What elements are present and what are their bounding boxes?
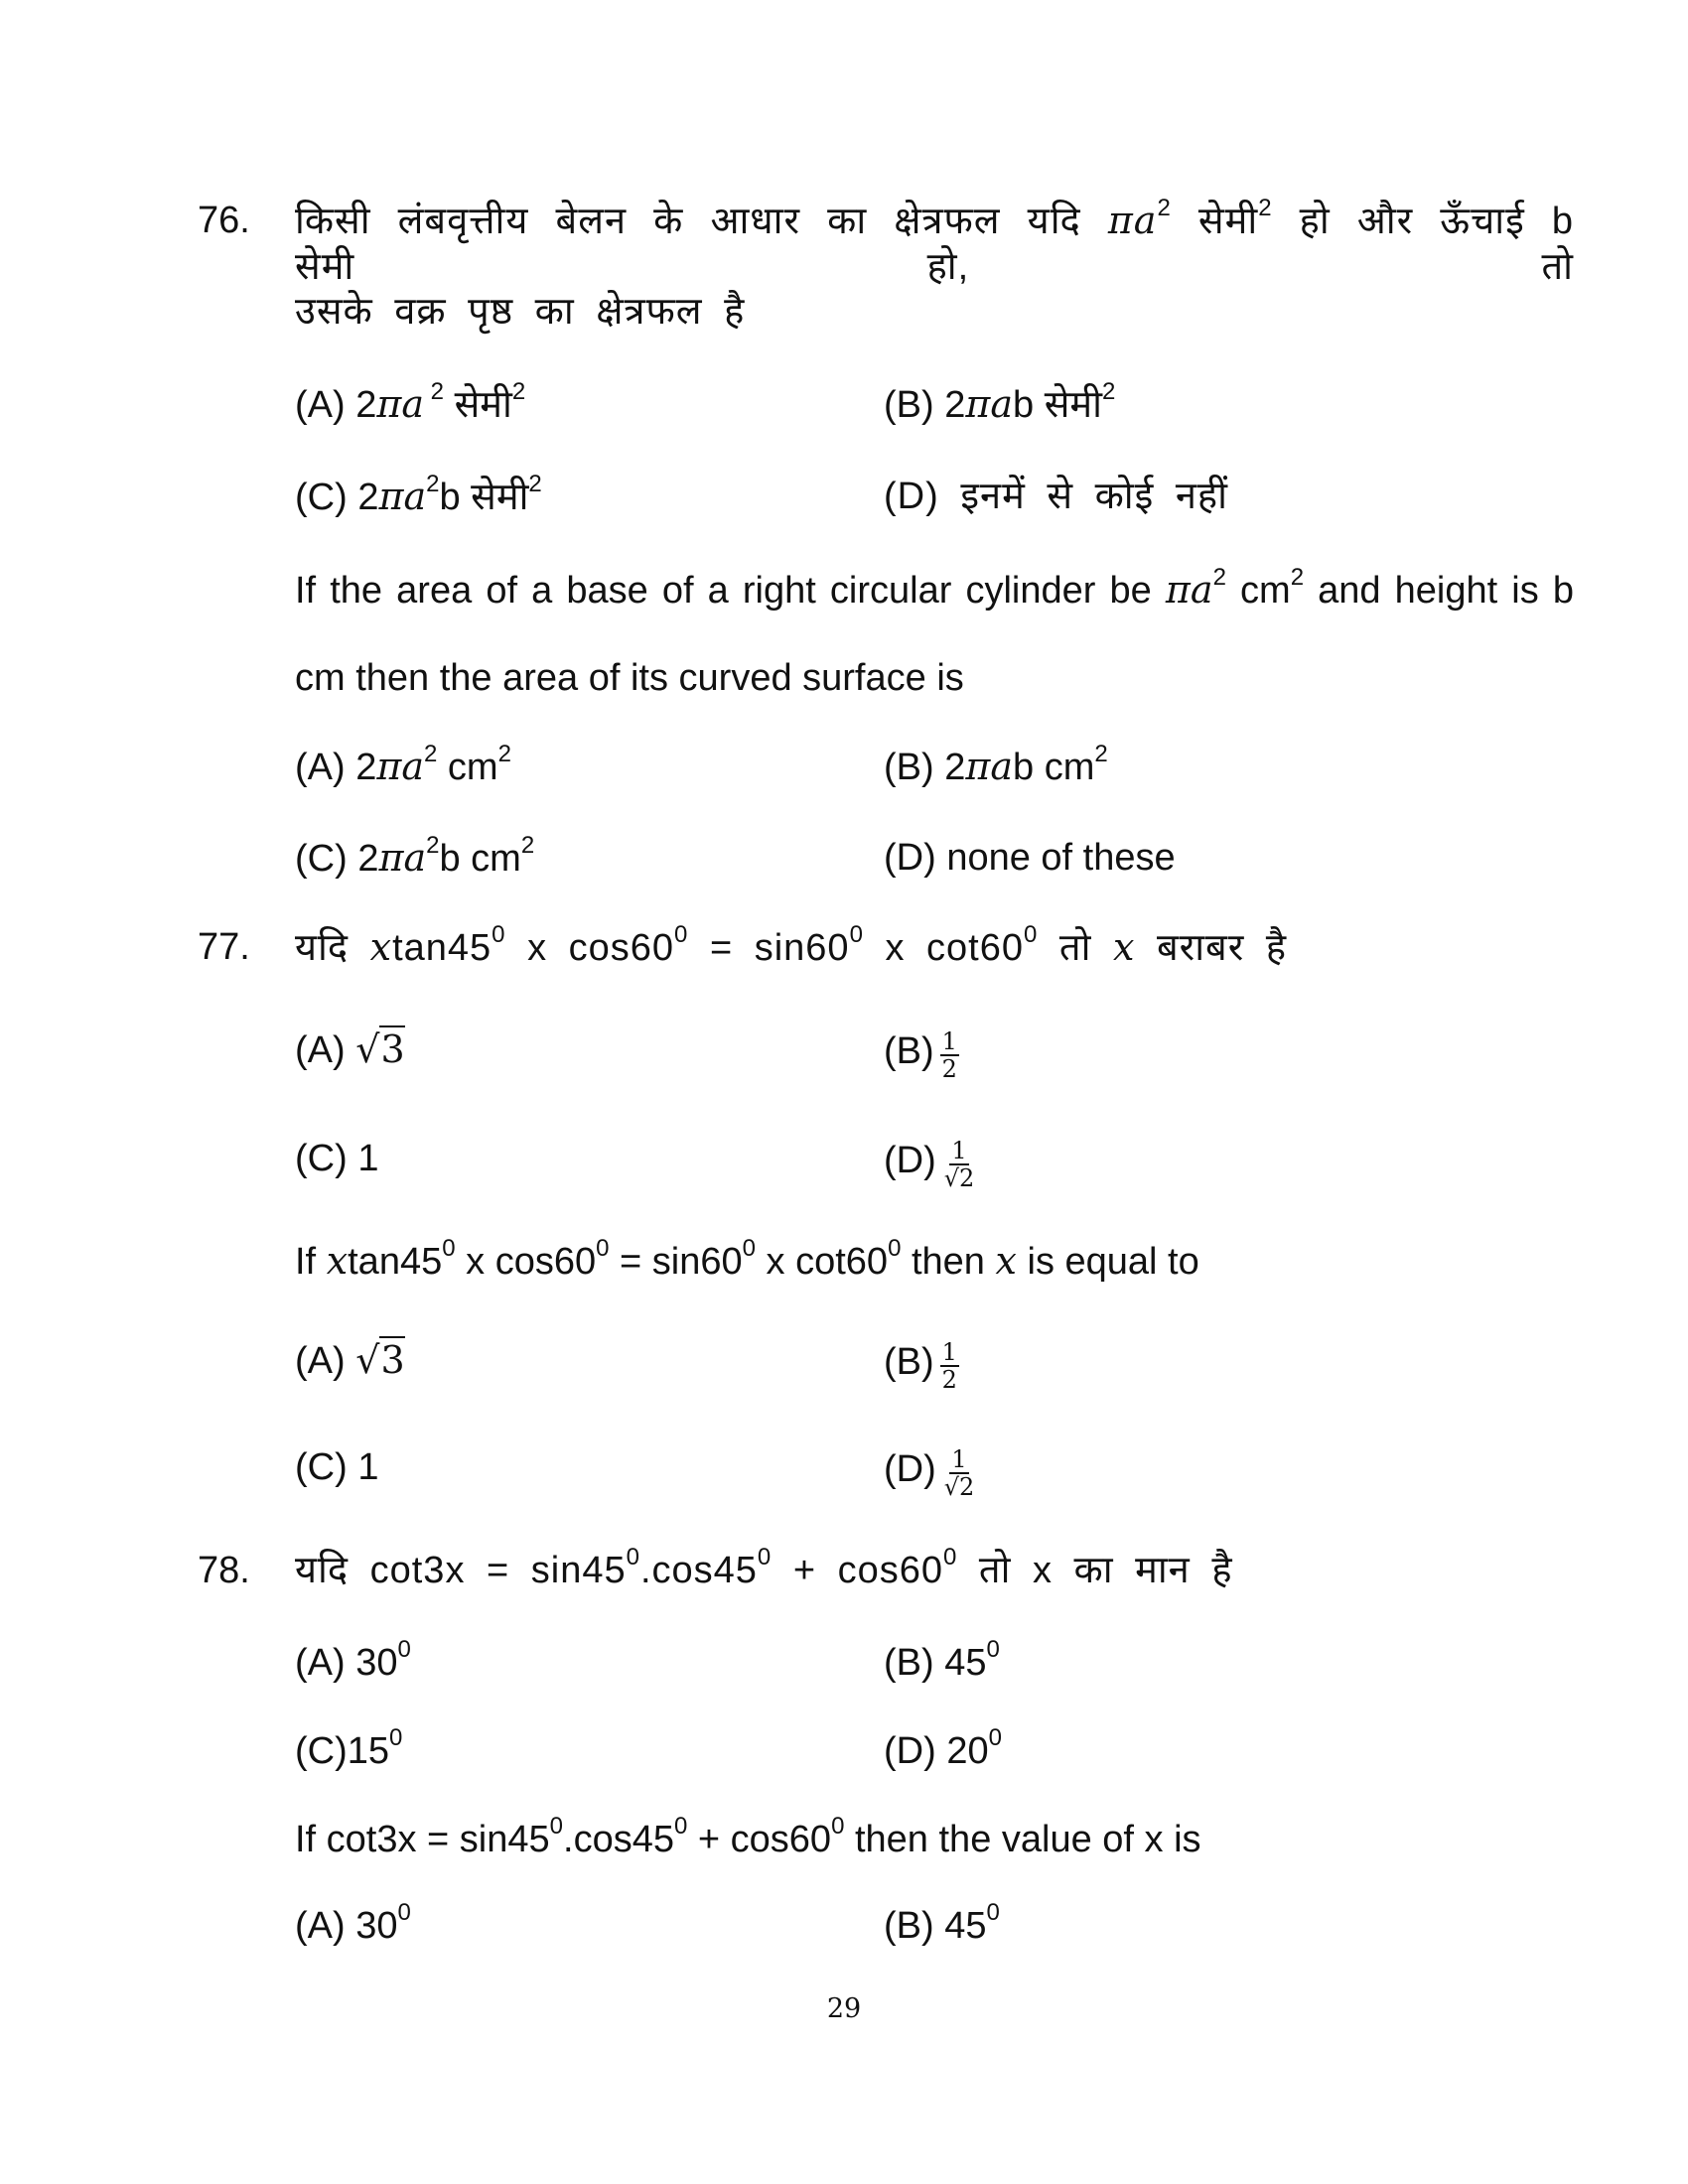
option-label: (B) bbox=[884, 1642, 934, 1684]
superscript: 2 bbox=[424, 378, 445, 406]
superscript: 0 bbox=[849, 921, 864, 949]
question-stem-hindi: यदि $\cot 3x = \sin 45^0.\cos 45^0 + \cos 60^0$ तो x का मान है bbox=[295, 1544, 1233, 1591]
superscript: 2 bbox=[1101, 378, 1116, 406]
option-label: (C) bbox=[295, 1446, 348, 1488]
superscript: 0 bbox=[742, 1235, 756, 1263]
option-label: (A) bbox=[295, 747, 346, 788]
superscript: 2 bbox=[497, 741, 511, 768]
question-stem-english: If $\cot 3x = \sin 45^0.\cos 45^0 + \cos 60^0$ then the value of x is bbox=[295, 1813, 1201, 1860]
superscript: 0 bbox=[673, 1813, 688, 1841]
square-root: √3 bbox=[355, 1338, 405, 1382]
option-label: (D) bbox=[884, 1140, 936, 1182]
superscript: 2 bbox=[426, 832, 440, 860]
option-label: (B) bbox=[884, 1905, 934, 1947]
superscript: 0 bbox=[986, 1899, 1000, 1927]
superscript: 2 bbox=[528, 471, 542, 498]
math-italic: x bbox=[1112, 925, 1136, 969]
option-b-hindi: (B) 2πab सेमी$^2$ bbox=[884, 378, 1116, 426]
option-b-english: (B) 2πab $cm^2$ bbox=[884, 741, 1108, 788]
option-a-english: (A) $30^0$ bbox=[295, 1899, 411, 1947]
math-italic: πa bbox=[378, 475, 427, 518]
superscript: 0 bbox=[888, 1235, 902, 1263]
option-label: (A) bbox=[295, 1340, 346, 1382]
superscript: 0 bbox=[492, 921, 506, 949]
option-c-english: (C) $2\pi a^2b$ $cm^2$ bbox=[295, 832, 535, 880]
superscript: 2 bbox=[1212, 564, 1226, 592]
fraction: $\frac{1}{√2}$ bbox=[943, 1137, 975, 1192]
square-root: √3 bbox=[355, 1027, 405, 1071]
option-label: (D) bbox=[884, 837, 936, 879]
superscript: 0 bbox=[389, 1724, 403, 1752]
option-label: (C) bbox=[295, 1730, 348, 1772]
math-italic: x bbox=[369, 925, 393, 969]
superscript: 2 bbox=[424, 741, 438, 768]
superscript: 0 bbox=[596, 1235, 610, 1263]
superscript: 0 bbox=[1024, 921, 1039, 949]
option-label: (D) bbox=[884, 1730, 936, 1772]
question-stem-hindi-line-1: किसी लंबवृत्तीय बेलन के आधार का क्षेत्रफल यदि $\pi a^2$ सेमी$^2$ हो और ऊँचाई b सेमी हो, तो bbox=[295, 195, 1574, 288]
option-b-english bbox=[884, 1337, 959, 1394]
option-label: (A) bbox=[295, 1905, 346, 1947]
superscript: 0 bbox=[397, 1899, 411, 1927]
math-italic: πa bbox=[1107, 199, 1158, 242]
option-b-hindi: (B) $45^0$ bbox=[884, 1636, 1000, 1684]
option-b-english: (B) $45^0$ bbox=[884, 1899, 1000, 1947]
math-italic: πa bbox=[965, 745, 1013, 788]
option-c-english: (C) 1 bbox=[295, 1446, 379, 1488]
superscript: 0 bbox=[988, 1724, 1002, 1752]
question-stem-english-line-2: cm then the area of its curved surface is bbox=[295, 657, 964, 699]
math-italic: πa bbox=[378, 836, 427, 880]
superscript: 2 bbox=[1094, 741, 1108, 768]
superscript: 2 bbox=[1290, 564, 1305, 592]
superscript: 0 bbox=[757, 1544, 773, 1571]
superscript: 0 bbox=[549, 1813, 564, 1841]
option-label: (B) bbox=[884, 747, 934, 788]
option-label: (B) bbox=[884, 1030, 934, 1073]
option-d-english bbox=[884, 1444, 976, 1501]
option-d-hindi: (D) $20^0$ bbox=[884, 1724, 1002, 1772]
option-label: (D) bbox=[884, 1448, 936, 1491]
option-c-hindi: (C) 1 bbox=[295, 1138, 379, 1179]
option-label: (C) bbox=[295, 477, 348, 518]
math-italic: x bbox=[995, 1239, 1017, 1283]
math-italic: πa bbox=[1165, 568, 1213, 612]
option-a-hindi bbox=[295, 1026, 405, 1073]
option-d-hindi bbox=[884, 1136, 976, 1192]
option-label: (D) bbox=[884, 476, 939, 517]
option-a-english: (A) $2\pi a^2$ $cm^2$ bbox=[295, 741, 511, 788]
math-italic: πa bbox=[376, 382, 424, 426]
option-label: (A) bbox=[295, 384, 346, 426]
math-italic: πa bbox=[965, 382, 1013, 426]
superscript: 2 bbox=[511, 378, 526, 406]
fraction: $\frac{1}{2}$ bbox=[941, 1338, 957, 1394]
superscript: 2 bbox=[1258, 195, 1273, 222]
option-label: (C) bbox=[295, 838, 348, 880]
fraction: $\frac{1}{√2}$ bbox=[943, 1445, 975, 1501]
math-italic: πa bbox=[376, 745, 424, 788]
superscript: 0 bbox=[442, 1235, 456, 1263]
page-number: 29 bbox=[826, 1993, 862, 2024]
option-label: (B) bbox=[884, 384, 934, 426]
superscript: 2 bbox=[426, 471, 440, 498]
option-label: (A) bbox=[295, 1642, 346, 1684]
option-label: (C) bbox=[295, 1138, 348, 1179]
question-stem-hindi-line-2: उसके वक्र पृष्ठ का क्षेत्रफल है bbox=[295, 291, 746, 333]
math-italic: x bbox=[326, 1239, 349, 1283]
superscript: 0 bbox=[626, 1544, 640, 1571]
question-number: 76. bbox=[198, 200, 250, 241]
question-number: 77. bbox=[198, 926, 250, 968]
option-a-hindi: (A) $30^0$ bbox=[295, 1636, 411, 1684]
superscript: 2 bbox=[520, 832, 535, 860]
question-stem-english: If $xtan45^0$ x $\cos 60^0 = \sin 60^0$ x $\cot 60^0$ then x is equal to bbox=[295, 1235, 1199, 1283]
option-d-english: (D) none of these bbox=[884, 837, 1176, 879]
option-a-english bbox=[295, 1337, 405, 1384]
superscript: 0 bbox=[397, 1636, 411, 1664]
fraction: $\frac{1}{2}$ bbox=[941, 1027, 957, 1083]
option-label: (B) bbox=[884, 1341, 934, 1384]
superscript: 0 bbox=[986, 1636, 1000, 1664]
question-stem-english-line-1: If the area of a base of a right circular cylinder be $\pi a^2$ $cm^2$ and height is b bbox=[295, 564, 1574, 612]
superscript: 2 bbox=[1157, 195, 1172, 222]
question-number: 78. bbox=[198, 1550, 250, 1591]
question-stem-hindi: यदि $xtan45^0$ x $\cos 60^0 = \sin 60^0$ x $\cot 60^0$ तो x बराबर है bbox=[295, 921, 1288, 969]
option-a-hindi: (A) 2πa $^2$ सेमी$^2$ bbox=[295, 378, 526, 426]
option-d-hindi: (D) इनमें से कोई नहीं bbox=[884, 476, 1228, 517]
superscript: 0 bbox=[674, 921, 689, 949]
option-c-hindi: $(C)15^0$ bbox=[295, 1724, 403, 1772]
option-label: (A) bbox=[295, 1029, 346, 1071]
option-c-hindi: (C) $2\pi a^2b$ सेमी$^2$ bbox=[295, 471, 542, 518]
superscript: 0 bbox=[831, 1813, 845, 1841]
option-b-hindi bbox=[884, 1026, 959, 1083]
superscript: 0 bbox=[943, 1544, 958, 1571]
